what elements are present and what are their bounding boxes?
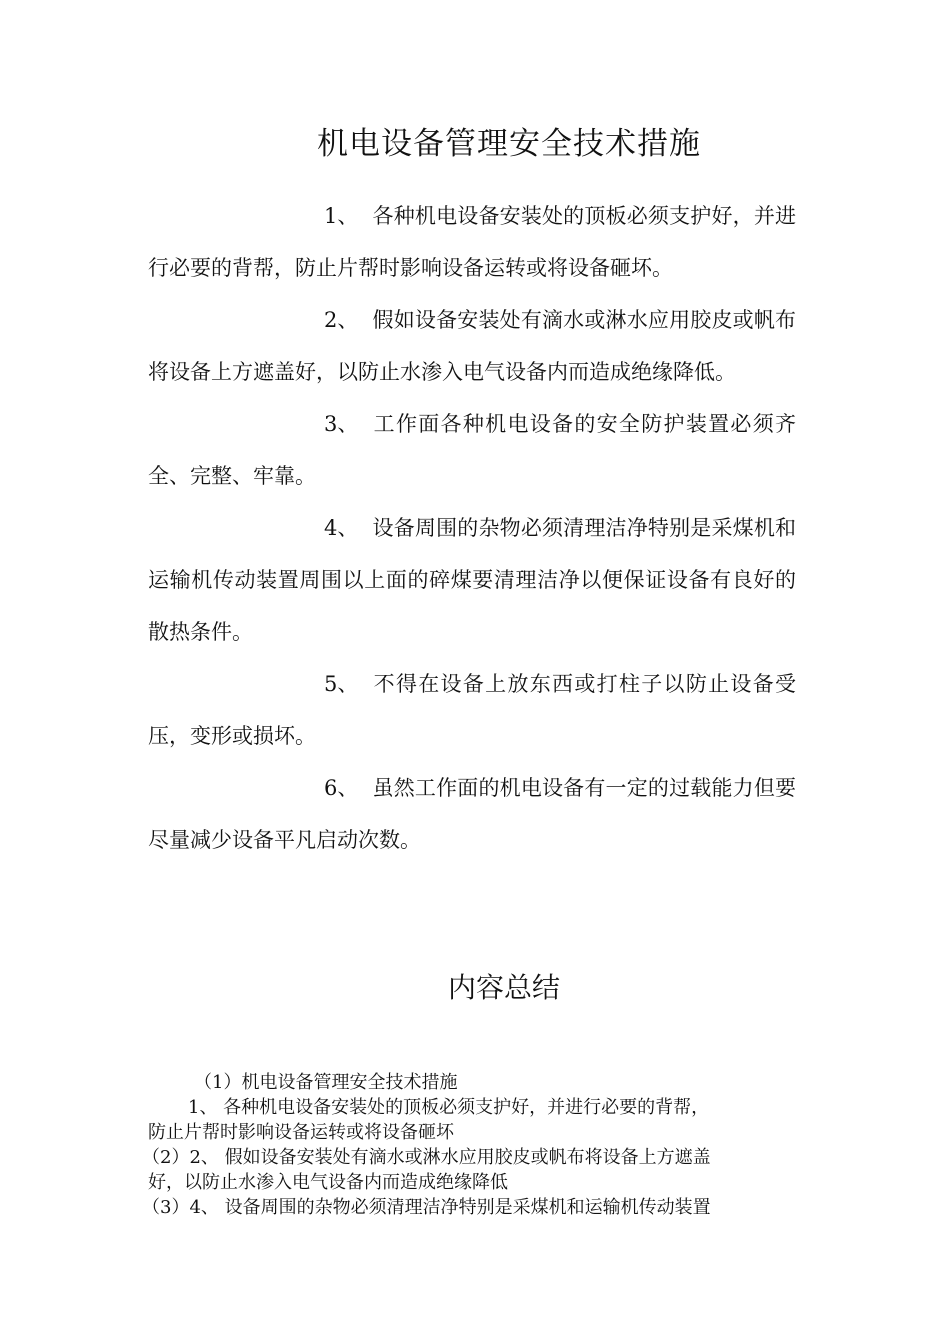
paragraph-text: 设备周围的杂物必须清理洁净特别是采煤机和运输机传动装置周围以上面的碎煤要清理洁净以便保证设备有良好的散热条件。 bbox=[148, 516, 796, 644]
summary-line: （1）机电设备管理安全技术措施 bbox=[194, 1072, 458, 1093]
paragraph-number: 6、 bbox=[324, 776, 359, 800]
paragraph-number: 4、 bbox=[324, 516, 359, 540]
paragraph-text: 假如设备安装处有滴水或淋水应用胶皮或帆布将设备上方遮盖好，以防止水渗入电气设备内而造成绝缘降低。 bbox=[148, 308, 796, 384]
paragraph-5 bbox=[148, 658, 796, 762]
paragraph-6 bbox=[148, 762, 796, 866]
document-title: 机电设备管理安全技术措施 bbox=[317, 126, 701, 162]
paragraph-number: 1、 bbox=[324, 204, 359, 228]
paragraph-number: 2、 bbox=[324, 308, 359, 332]
paragraph-text: 各种机电设备安装处的顶板必须支护好，并进行必要的背帮，防止片帮时影响设备运转或将设备砸坏。 bbox=[148, 204, 796, 280]
document-body bbox=[148, 190, 796, 866]
summary-line: 1、 各种机电设备安装处的顶板必须支护好，并进行必要的背帮， bbox=[188, 1097, 710, 1118]
summary-title: 内容总结 bbox=[447, 971, 560, 1004]
summary-line: 防止片帮时影响设备运转或将设备砸坏 bbox=[148, 1122, 454, 1143]
paragraph-text: 工作面各种机电设备的安全防护装置必须齐全、完整、牢靠。 bbox=[148, 412, 796, 488]
summary-line: 好，以防止水渗入电气设备内而造成绝缘降低 bbox=[148, 1172, 508, 1193]
summary-body bbox=[142, 1070, 800, 1220]
paragraph-number: 5、 bbox=[324, 672, 359, 696]
summary-line: （2）2、 假如设备安装处有滴水或淋水应用胶皮或帆布将设备上方遮盖 bbox=[142, 1147, 711, 1168]
summary-line: （3）4、 设备周围的杂物必须清理洁净特别是采煤机和运输机传动装置 bbox=[142, 1197, 711, 1218]
paragraph-2 bbox=[148, 294, 796, 398]
paragraph-3 bbox=[148, 398, 796, 502]
paragraph-4 bbox=[148, 502, 796, 658]
paragraph-text: 不得在设备上放东西或打柱子以防止设备受压，变形或损坏。 bbox=[148, 672, 796, 748]
paragraph-text: 虽然工作面的机电设备有一定的过载能力但要尽量减少设备平凡启动次数。 bbox=[148, 776, 796, 852]
paragraph-1 bbox=[148, 190, 796, 294]
paragraph-number: 3、 bbox=[324, 412, 359, 436]
